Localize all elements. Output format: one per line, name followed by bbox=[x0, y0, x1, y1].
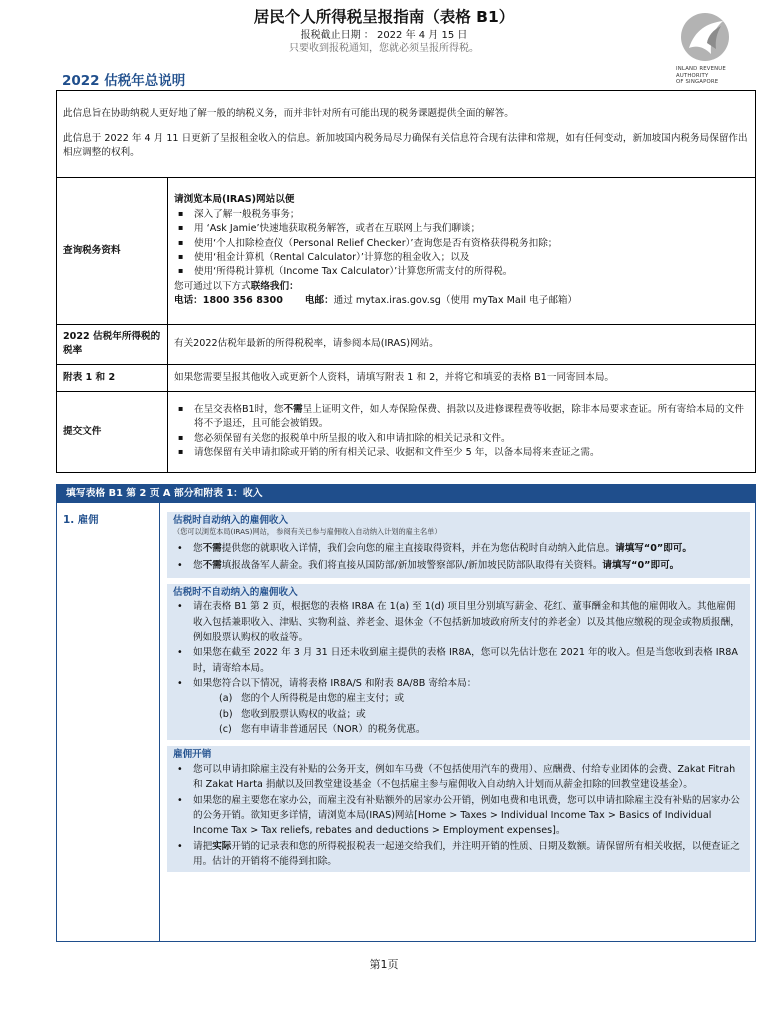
resources-label: 查询税务资料 bbox=[57, 178, 168, 325]
list-item: ▪ 您必须保留有关您的报税单中所呈报的收入和申请扣除的相关记录和文件。 bbox=[174, 432, 749, 446]
filing-notice: 只要收到报税通知，您就必须呈报所得税。 bbox=[289, 43, 479, 55]
tax-rates-text: 有关2022估税年最新的所得税税率，请参阅本局(IRAS)网站。 bbox=[168, 325, 756, 365]
list-item: ▪ 用 ‘Ask Jamie’快速地获取税务解答，或者在互联网上与我们聊谈； bbox=[174, 222, 749, 236]
list-item: ▪ 使用‘所得税计算机（Income Tax Calculator）’计算您所需支付的所得税。 bbox=[174, 265, 749, 279]
submission-label: 提交文件 bbox=[57, 391, 168, 472]
intro-cell bbox=[57, 91, 756, 178]
appendix-row bbox=[57, 364, 756, 391]
tax-rates-row bbox=[57, 325, 756, 365]
intro-paragraph: 此信息旨在协助纳税人更好地了解一般的纳税义务，而并非针对所有可能出现的税务课题提供全面的解答。 bbox=[63, 108, 514, 120]
submission-list bbox=[174, 403, 749, 461]
condition-item: (b) 您收到股票认购权的收益；或 bbox=[219, 708, 366, 720]
list-item: • 如果您的雇主要您在家办公，而雇主没有补贴额外的居家办公开销，例如电费和电讯费，您可以申请扣除雇主没有补贴的居家办公的公务开销。欲知更多详情，请浏览本局(IRAS)网站[Home > Taxes > Individual Income Tax > Basics of Individual Income Tax > Tax reliefs, rebates and deductions > Employment expenses]。 bbox=[173, 793, 744, 839]
auto-inclusion-block bbox=[167, 512, 750, 578]
phone: 电话：1800 356 8300 bbox=[174, 295, 283, 307]
list-item: • 您不需填报战备军人薪金。我们将直接从国防部/新加坡警察部队/新加坡民防部队取得有关资料。请填写“0”即可。 bbox=[173, 557, 744, 575]
contact-intro: 您可通过以下方式联络我们： bbox=[174, 280, 299, 292]
list-item: ▪ 在呈交表格B1时，您不需呈上证明文件，如人寿保险保费、捐款以及进修课程费等收据，除非本局要求查证。所有寄给本局的文件将不予退还，且可能会被销毁。 bbox=[174, 403, 749, 432]
section-heading: 2022 估税年总说明 bbox=[62, 73, 186, 89]
appendix-label: 附表 1 和 2 bbox=[57, 364, 168, 391]
email: 电邮：通过 mytax.iras.gov.sg（使用 myTax Mail 电子邮箱） bbox=[304, 295, 578, 307]
deadline-label: 报税截止日期 ： bbox=[300, 30, 377, 42]
list-item: • 如果您在截至 2022 年 3 月 31 日还未收到雇主提供的表格 IR8A，您可以先估计您在 2021 年的收入。但是当您收到表格 IR8A 时，请寄给本局。 bbox=[173, 645, 744, 676]
filing-deadline bbox=[0, 29, 768, 42]
intro-row bbox=[57, 91, 756, 178]
iras-logo bbox=[676, 12, 760, 86]
list-item: ▪ 使用‘租金计算机（Rental Calculator）’计算您的租金收入；以及 bbox=[174, 251, 749, 265]
non-auto-inclusion-block bbox=[167, 584, 750, 741]
resources-content bbox=[168, 178, 756, 325]
document-header bbox=[0, 8, 768, 55]
update-paragraph: 此信息于 2022 年 4 月 11 日更新了呈报租金收入的信息。新加坡国内税务局尽力确保有关信息符合现有法律和常规，如有任何变动，新加坡国内税务局保留作出相应调整的权利。 bbox=[63, 132, 748, 159]
non-auto-inclusion-list bbox=[173, 599, 744, 737]
list-item: ▪ 使用‘个人扣除检查仪（Personal Relief Checker）’查询您是否有资格获得税务扣除； bbox=[174, 237, 749, 251]
resources-row bbox=[57, 178, 756, 325]
list-item: ▪ 深入了解一般税务事务； bbox=[174, 208, 749, 222]
overview-table bbox=[56, 90, 756, 473]
auto-inclusion-note: （您可以浏览本局(IRAS)网站， 参阅有关已参与雇佣收入自动纳入计划的雇主名单） bbox=[173, 527, 442, 537]
contact-line bbox=[174, 294, 749, 308]
iras-logo-icon bbox=[680, 12, 730, 62]
list-item: ▪ 请您保留有关申请扣除或开销的所有相关记录、收据和文件至少 5 年，以备本局将来查证之需。 bbox=[174, 446, 749, 460]
submission-content bbox=[168, 391, 756, 472]
submission-row bbox=[57, 391, 756, 472]
phone-number: 1800 356 8300 bbox=[202, 295, 283, 307]
part-a-content bbox=[167, 512, 750, 878]
part-a-section bbox=[56, 484, 756, 942]
document-title: 居民个人所得税呈报指南（表格 B1） bbox=[253, 8, 515, 26]
employment-expenses-heading: 雇佣开销 bbox=[173, 749, 212, 761]
tax-rates-label: 2022 估税年所得税的税率 bbox=[57, 325, 168, 365]
part-a-left-column bbox=[57, 503, 160, 941]
employment-expenses-block bbox=[167, 746, 750, 872]
resources-heading: 请浏览本局(IRAS)网站以便 bbox=[174, 194, 295, 206]
deadline-value: 2022 年 4 月 15 日 bbox=[376, 30, 468, 42]
email-text: 通过 mytax.iras.gov.sg（使用 myTax Mail 电子邮箱） bbox=[333, 295, 578, 307]
appendix-text: 如果您需要呈报其他收入或更新个人资料，请填写附表 1 和 2，并将它和填妥的表格 B1一同寄回本局。 bbox=[168, 364, 756, 391]
list-item: • 如果您符合以下情况，请将表格 IR8A/S 和附表 8A/8B 寄给本局： (a) 您的个人所得税是由您的雇主支付；或 (b) 您收到股票认购权的收益；或 (c) 您有申请非普通居民（NOR）的税务优惠。 bbox=[173, 676, 744, 737]
condition-item: (c) 您有申请非普通居民（NOR）的税务优惠。 bbox=[219, 724, 426, 736]
auto-inclusion-heading: 估税时自动纳入的雇佣收入 bbox=[173, 515, 289, 526]
part-a-title-bar: 填写表格 B1 第 2 页 A 部分和附表 1：收入 bbox=[57, 485, 755, 503]
list-item: • 您不需提供您的就职收入详情，我们会向您的雇主直接取得资料，并在为您估税时自动纳入此信息。请填写“0”即可。 bbox=[173, 540, 744, 558]
conditions-list bbox=[193, 691, 744, 737]
list-item: • 请把实际开销的记录表和您的所得税报税表一起递交给我们，并注明开销的性质、日期及数额。请保留所有相关收据，以便查证之用。估计的开销将不能得到扣除。 bbox=[173, 839, 744, 870]
resources-list bbox=[174, 208, 749, 280]
list-item: • 请在表格 B1 第 2 页，根据您的表格 IR8A 在 1(a) 至 1(d) 项目里分别填写薪金、花红、董事酬金和其他的雇佣收入。其他雇佣收入包括兼职收入、津贴、实物利益、养老金、退休金（不包括新加坡政府所支付的养老金）以及其他应缴税的现金或物质报酬，例如股票认购权的收益等。 bbox=[173, 599, 744, 645]
page-number: 第1页 bbox=[369, 958, 399, 971]
auto-inclusion-list bbox=[173, 540, 744, 575]
list-item: • 您可以申请扣除雇主没有补贴的公务开支，例如车马费（不包括使用汽车的费用）、应酬费、付给专业团体的会费、Zakat Fitrah 和 Zakat Harta 捐献以及回教堂建设基金（不包括雇主参与雇佣收入自动纳入计划而从薪金扣除的回教堂建设基金）。 bbox=[173, 762, 744, 793]
condition-item: (a) 您的个人所得税是由您的雇主支付；或 bbox=[219, 693, 405, 705]
logo-text: INLAND REVENUE AUTHORITY OF SINGAPORE bbox=[676, 66, 726, 86]
employment-expenses-list bbox=[173, 762, 744, 869]
employment-label: 1. 雇佣 bbox=[63, 514, 99, 526]
non-auto-inclusion-heading: 估税时不自动纳入的雇佣收入 bbox=[173, 586, 298, 598]
